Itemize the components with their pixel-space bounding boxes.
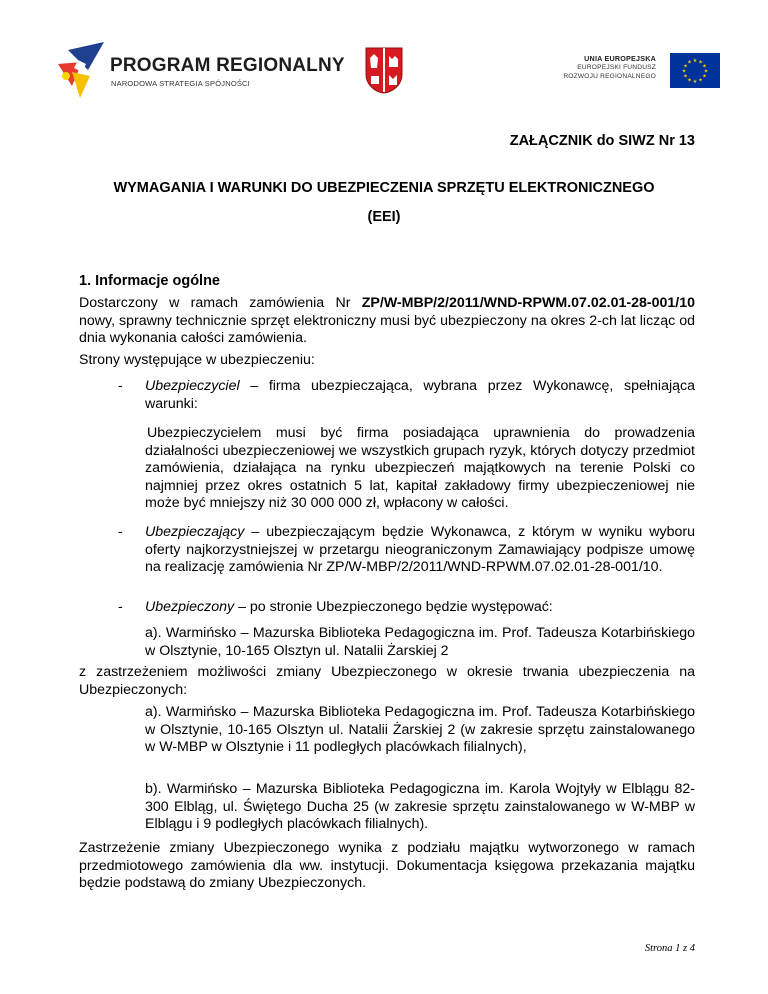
reservation-paragraph: z zastrzeżeniem możliwości zmiany Ubezpieczonego w okresie trwania ubezpieczenia na Ubezpieczonych:	[79, 664, 695, 698]
eu-caption	[563, 54, 656, 81]
program-subtitle: NARODOWA STRATEGIA SPÓJNOŚCI	[111, 79, 250, 88]
insured-a: a). Warmińsko – Mazurska Biblioteka Pedagogiczna im. Prof. Tadeusza Kotarbińskiego w Olsztynie, 10-165 Olsztyn ul. Natalii Żarskiej 2	[145, 625, 695, 659]
regional-crest-icon	[364, 46, 404, 94]
eu-line2: EUROPEJSKI FUNDUSZ	[577, 64, 656, 71]
section-heading: 1. Informacje ogólne	[79, 273, 220, 289]
item2-text: – ubezpieczającym będzie Wykonawca, z którym w wyniku wyboru oferty najkorzystniejszej w przetargu nieograniczonym Zamawiający podpisze umowę na realizację zamówienia Nr ZP/W-MBP/2/2011/WND-RPWM.07.02.01-28-001/10.	[145, 524, 695, 575]
list-item-ubezpieczajacy	[145, 524, 695, 577]
nss-star-logo-icon	[58, 42, 104, 98]
closing-paragraph: Zastrzeżenie zmiany Ubezpieczonego wynika z podziału majątku wytworzonego w ramach przedmiotowego zamówienia dla ww. instytucji. Dokumentacja księgowa przekazania majątku będzie podstawą do zmiany Ubezpieczonych.	[79, 840, 695, 891]
document-title: WYMAGANIA I WARUNKI DO UBEZPIECZENIA SPRZĘTU ELEKTRONICZNEGO	[113, 180, 655, 196]
intro-pre: Dostarczony w ramach zamówienia Nr	[79, 295, 362, 311]
list-dash: -	[118, 524, 123, 540]
svg-text:★: ★	[703, 68, 709, 75]
list-dash: -	[118, 378, 123, 394]
svg-text:★: ★	[692, 58, 698, 64]
intro-post: nowy, sprawny technicznie sprzęt elektroniczny musi być ubezpieczony na okres 2-ch lat licząc od dnia wykonania całości zamówienia.	[79, 312, 695, 346]
svg-text:★: ★	[692, 79, 698, 85]
svg-text:★: ★	[683, 73, 688, 80]
svg-text:★: ★	[683, 63, 688, 70]
program-regionalny-logo	[58, 40, 345, 100]
eu-line1: UNIA EUROPEJSKA	[584, 54, 656, 63]
svg-text:★: ★	[698, 77, 703, 84]
list-dash: -	[118, 599, 123, 615]
svg-text:★: ★	[687, 77, 692, 84]
page-number: Strona 1 z 4	[644, 943, 695, 954]
annex-label: ZAŁĄCZNIK do SIWZ Nr 13	[509, 133, 695, 149]
program-title: PROGRAM REGIONALNY	[110, 55, 345, 76]
item1-text: – firma ubezpieczająca, wybrana przez Wykonawcę, spełniająca warunki:	[145, 378, 695, 412]
list-item-ubezpieczony	[145, 599, 695, 617]
term-ubezpieczyciel: Ubezpieczyciel	[145, 378, 240, 394]
document-title-abbr: (EEI)	[367, 209, 401, 225]
item3-text: – po stronie Ubezpieczonego będzie występować:	[234, 599, 553, 615]
term-ubezpieczony: Ubezpieczony	[145, 599, 235, 615]
order-number: ZP/W-MBP/2/2011/WND-RPWM.07.02.01-28-001/10	[361, 295, 695, 311]
list-item-ubezpieczyciel	[145, 378, 695, 413]
intro-paragraph	[79, 295, 695, 348]
svg-text:★: ★	[702, 73, 707, 80]
term-ubezpieczajacy: Ubezpieczający	[145, 524, 245, 540]
parties-intro: Strony występujące w ubezpieczeniu:	[79, 352, 315, 368]
svg-text:★: ★	[702, 63, 707, 70]
insurer-requirements: Ubezpieczycielem musi być firma posiadająca uprawnienia do prowadzenia działalności ubezpieczeniowej we wszystkich grupach ryzyk, których dotyczy przedmiot zamówienia, działająca na rynku ubezpieczeń majątkowych na terenie Polski co najmniej przez okres ostatnich 5 lat, kapitał zakładowy firmy ubezpieczeniowej nie może być mniejszy niż 30 000 000 zł, wpłacony w całości.	[145, 425, 695, 511]
eu-line3: ROZWOJU REGIONALNEGO	[563, 73, 656, 80]
svg-text:★: ★	[698, 59, 703, 66]
reservation-option-b: b). Warmińsko – Mazurska Biblioteka Pedagogiczna im. Karola Wojtyły w Elblągu 82-300 Elbląg, ul. Świętego Ducha 25 (w zakresie sprzętu zainstalowanego w W-MBP w Elblągu i 9 podległych placówkach filialnych).	[145, 781, 695, 832]
eu-flag-icon	[670, 53, 720, 88]
svg-text:★: ★	[681, 68, 687, 75]
svg-text:★: ★	[687, 59, 692, 66]
reservation-option-a: a). Warmińsko – Mazurska Biblioteka Pedagogiczna im. Prof. Tadeusza Kotarbińskiego w Olsztynie, 10-165 Olsztyn ul. Natalii Żarskiej 2 (w zakresie sprzętu zainstalowanego w W-MBP w Olsztynie i 11 podległych placówkach filialnych),	[145, 704, 695, 755]
